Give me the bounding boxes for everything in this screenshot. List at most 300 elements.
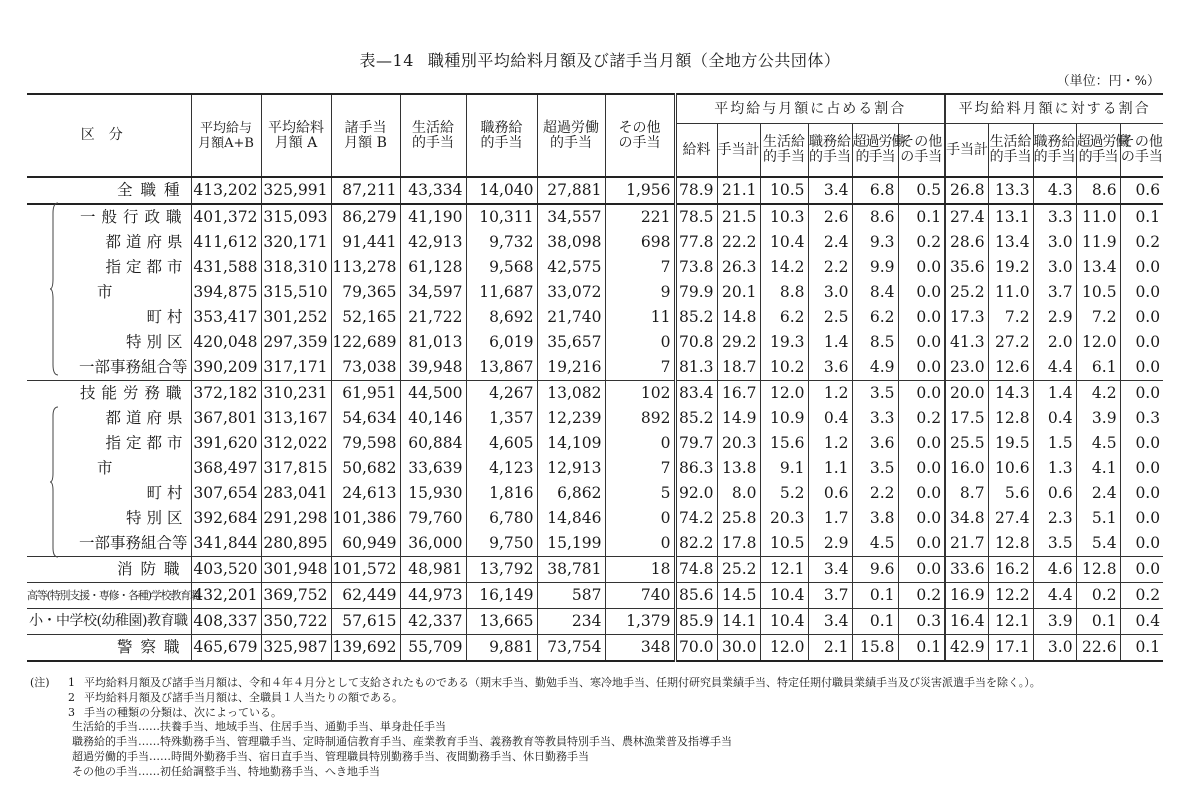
header-share-col [852,124,905,178]
share-cell: 14.9 [717,406,760,431]
ratio-cell: 17.3 [945,305,988,330]
row-label [27,635,191,662]
amount-cell: 698 [605,230,675,255]
share-cell: 1.7 [808,506,852,531]
amount-cell: 50,682 [331,456,400,481]
table-row [27,609,1163,635]
table-row [27,531,1163,557]
share-cell: 2.5 [808,305,852,330]
amount-cell: 372,182 [191,381,261,407]
share-cell: 9.9 [852,255,898,280]
ratio-cell: 34.8 [945,506,988,531]
table-title-text: 職種別平均給料月額及び諸手当月額（全地方公共団体） [427,51,841,70]
amount-cell: 113,278 [331,255,400,280]
amount-cell: 367,801 [191,406,261,431]
amount-cell: 4,123 [466,456,537,481]
share-cell: 18.7 [717,355,760,381]
row-label-text: 全職種 [116,181,188,199]
share-cell: 85.9 [675,609,717,635]
share-cell: 4.5 [852,531,898,557]
amount-cell: 1,956 [605,177,675,204]
amount-cell: 391,620 [191,431,261,456]
share-cell: 10.4 [760,583,808,609]
share-cell: 1.1 [808,456,852,481]
share-cell: 2.2 [852,481,898,506]
ratio-cell: 13.3 [988,177,1033,204]
share-cell: 10.4 [760,609,808,635]
share-cell: 3.5 [852,381,898,407]
share-cell: 10.2 [760,355,808,381]
share-cell: 17.8 [717,531,760,557]
ratio-cell: 11.0 [988,280,1033,305]
ratio-cell: 42.9 [945,635,988,662]
row-label-text: 指定都市 [105,258,188,276]
table-row [27,177,1163,204]
ratio-cell: 4.3 [1033,177,1076,204]
amount-cell: 315,510 [261,280,331,305]
amount-cell: 0 [605,531,675,557]
share-cell: 25.8 [717,506,760,531]
header-line: 的手当 [480,134,523,151]
share-cell: 0.0 [898,381,945,407]
unit-label: （単位：円・%） [1056,74,1160,89]
share-cell: 2.6 [808,204,852,230]
ratio-cell: 25.2 [945,280,988,305]
ratio-cell: 3.9 [1033,609,1076,635]
row-label-text: 一部事務組合等 [78,358,188,376]
share-cell: 85.2 [675,305,717,330]
ratio-cell: 4.6 [1033,557,1076,583]
ratio-cell: 0.6 [1120,177,1163,204]
header-line: 職務給 [480,119,523,136]
share-cell: 3.7 [808,583,852,609]
header-line: 月額A+B [198,135,254,151]
amount-cell: 301,948 [261,557,331,583]
ratio-cell: 16.2 [988,557,1033,583]
share-cell: 78.9 [675,177,717,204]
table-row [27,506,1163,531]
header-line: 的手当 [1033,149,1076,165]
row-label-text: 一般行政職 [79,208,188,226]
amount-cell: 34,597 [400,280,466,305]
share-cell: 0.0 [898,280,945,305]
ratio-cell: 0.0 [1120,305,1163,330]
ratio-cell: 12.1 [988,609,1033,635]
ratio-cell: 0.0 [1120,506,1163,531]
share-cell: 0.5 [898,177,945,204]
amount-cell: 48,981 [400,557,466,583]
amount-cell: 18 [605,557,675,583]
share-cell: 8.0 [717,481,760,506]
header-amount-col [191,94,261,177]
amount-cell: 408,337 [191,609,261,635]
row-label-text: 特別区 [125,509,188,527]
header-line: 平均給料 [268,119,324,136]
amount-cell: 320,171 [261,230,331,255]
header-line: 手当計 [946,141,989,158]
ratio-cell: 12.6 [988,355,1033,381]
ratio-cell: 4.1 [1076,456,1120,481]
share-cell: 3.4 [808,177,852,204]
note-category: 超過労働的手当……時間外勤務手当、宿日直手当、管理職員特別勤務手当、夜間勤務手当、休日勤務手当 [72,749,589,763]
amount-cell: 13,082 [537,381,605,407]
ratio-cell: 4.2 [1076,381,1120,407]
ratio-cell: 0.2 [1120,230,1163,255]
amount-cell: 4,605 [466,431,537,456]
amount-cell: 310,231 [261,381,331,407]
amount-cell: 34,557 [537,204,605,230]
ratio-cell: 0.0 [1120,355,1163,381]
ratio-cell: 4.5 [1076,431,1120,456]
amount-cell: 101,572 [331,557,400,583]
share-cell: 0.1 [852,609,898,635]
row-label-text: 都道府県 [105,233,188,251]
table-row [27,406,1163,431]
row-label [27,609,191,635]
amount-cell: 325,991 [261,177,331,204]
share-cell: 0.1 [852,583,898,609]
amount-cell: 79,598 [331,431,400,456]
amount-cell: 15,199 [537,531,605,557]
amount-cell: 39,948 [400,355,466,381]
ratio-cell: 22.6 [1076,635,1120,662]
ratio-cell: 28.6 [945,230,988,255]
share-cell: 85.6 [675,583,717,609]
ratio-cell: 0.4 [1033,406,1076,431]
amount-cell: 57,615 [331,609,400,635]
ratio-cell: 17.1 [988,635,1033,662]
share-cell: 0.2 [898,230,945,255]
share-cell: 9.6 [852,557,898,583]
row-label-text: 特別区 [125,333,188,351]
share-cell: 0.0 [898,531,945,557]
share-cell: 2.4 [808,230,852,255]
share-cell: 0.1 [898,635,945,662]
share-cell: 3.4 [808,557,852,583]
share-cell: 9.3 [852,230,898,255]
note-text: 手当の種類の分類は、次によっている。 [84,705,282,719]
header-line: 的手当 [989,149,1032,165]
ratio-cell: 3.0 [1033,635,1076,662]
amount-cell: 91,441 [331,230,400,255]
amount-cell: 12,913 [537,456,605,481]
ratio-cell: 2.3 [1033,506,1076,531]
header-line: 職務給 [1033,134,1076,150]
share-cell: 0.0 [898,481,945,506]
amount-cell: 325,987 [261,635,331,662]
row-label [27,557,191,583]
ratio-cell: 17.5 [945,406,988,431]
share-cell: 10.5 [760,531,808,557]
share-cell: 6.2 [760,305,808,330]
table-row [27,280,1163,305]
ratio-cell: 11.9 [1076,230,1120,255]
ratio-cell: 0.1 [1120,635,1163,662]
header-share-col [675,124,717,178]
ratio-cell: 6.1 [1076,355,1120,381]
amount-cell: 9,750 [466,531,537,557]
ratio-cell: 3.9 [1076,406,1120,431]
amount-cell: 41,190 [400,204,466,230]
share-cell: 26.3 [717,255,760,280]
header-line: 生活給 [412,119,454,136]
share-cell: 79.7 [675,431,717,456]
amount-cell: 1,816 [466,481,537,506]
amount-cell: 317,815 [261,456,331,481]
amount-cell: 7 [605,255,675,280]
amount-cell: 38,098 [537,230,605,255]
header-ratio-col [945,124,988,178]
share-cell: 74.8 [675,557,717,583]
header-ratio-col [988,124,1033,178]
header-line: 職務給 [809,134,851,150]
share-cell: 3.6 [852,431,898,456]
amount-cell: 587 [537,583,605,609]
row-label [27,583,200,609]
share-cell: 3.8 [852,506,898,531]
ratio-cell: 16.9 [945,583,988,609]
amount-cell: 13,792 [466,557,537,583]
share-cell: 0.0 [898,305,945,330]
amount-cell: 312,022 [261,431,331,456]
amount-cell: 8,692 [466,305,537,330]
table-number: 表—14 [359,51,414,70]
amount-cell: 7 [605,456,675,481]
table-row [27,431,1163,456]
amount-cell: 6,019 [466,330,537,355]
amount-cell: 297,359 [261,330,331,355]
amount-cell: 13,867 [466,355,537,381]
share-cell: 22.2 [717,230,760,255]
table-row [27,305,1163,330]
table-row [27,557,1163,583]
amount-cell: 411,612 [191,230,261,255]
amount-cell: 301,252 [261,305,331,330]
ratio-cell: 0.0 [1120,255,1163,280]
amount-cell: 12,239 [537,406,605,431]
header-line: の手当 [900,149,943,165]
row-label [27,177,191,204]
ratio-cell: 8.7 [945,481,988,506]
amount-cell: 35,657 [537,330,605,355]
note-number: 1 [68,676,75,689]
amount-cell: 9 [605,280,675,305]
ratio-cell: 0.2 [1120,583,1163,609]
amount-cell: 42,913 [400,230,466,255]
table-row [27,583,1163,609]
header-line: の手当 [1120,149,1163,165]
amount-cell: 73,038 [331,355,400,381]
amount-cell: 9,732 [466,230,537,255]
row-label-text: 指定都市 [105,434,188,452]
ratio-cell: 0.0 [1120,381,1163,407]
table-row [27,204,1163,230]
row-label-text: 技能労務職 [79,384,188,402]
share-cell: 15.8 [852,635,898,662]
amount-cell: 42,575 [537,255,605,280]
ratio-cell: 16.4 [945,609,988,635]
share-cell: 1.2 [808,431,852,456]
amount-cell: 61,128 [400,255,466,280]
header-line: その他 [1120,134,1163,150]
row-label-text: 都道府県 [105,409,188,427]
share-cell: 0.4 [808,406,852,431]
amount-cell: 465,679 [191,635,261,662]
share-cell: 81.3 [675,355,717,381]
ratio-cell: 12.8 [988,406,1033,431]
header-line: 平均給与 [199,120,252,136]
amount-cell: 61,951 [331,381,400,407]
amount-cell: 14,846 [537,506,605,531]
share-cell: 0.2 [898,406,945,431]
ratio-cell: 0.0 [1120,481,1163,506]
amount-cell: 280,895 [261,531,331,557]
header-line: 生活給 [763,134,805,150]
table-title [0,48,1200,71]
amount-cell: 317,171 [261,355,331,381]
ratio-cell: 13.4 [988,230,1033,255]
amount-cell: 313,167 [261,406,331,431]
header-line: 手当計 [717,141,760,158]
header-line: 給料 [682,141,711,158]
amount-cell: 19,216 [537,355,605,381]
ratio-cell: 26.8 [945,177,988,204]
header-amount-col [261,94,331,177]
header-group-ratio-to-base: 平均給料月額に対する割合 [945,94,1163,124]
row-label [27,381,191,407]
share-cell: 0.0 [898,330,945,355]
share-cell: 5.2 [760,481,808,506]
ratio-cell: 23.0 [945,355,988,381]
ratio-cell: 12.2 [988,583,1033,609]
share-cell: 77.8 [675,230,717,255]
share-cell: 14.1 [717,609,760,635]
amount-cell: 353,417 [191,305,261,330]
ratio-cell: 12.8 [988,531,1033,557]
ratio-cell: 27.2 [988,330,1033,355]
header-share-col [808,124,852,178]
amount-cell: 60,884 [400,431,466,456]
share-cell: 3.0 [808,280,852,305]
ratio-cell: 13.1 [988,204,1033,230]
header-line: 的手当 [1078,149,1118,165]
ratio-cell: 11.0 [1076,204,1120,230]
amount-cell: 86,279 [331,204,400,230]
note-item [30,706,1041,721]
amount-cell: 60,949 [331,531,400,557]
share-cell: 14.8 [717,305,760,330]
share-cell: 8.6 [852,204,898,230]
amount-cell: 11 [605,305,675,330]
ratio-cell: 27.4 [988,506,1033,531]
note-text: 平均給料月額及び諸手当月額は、全職員１人当たりの額である。 [84,690,403,704]
share-cell: 16.7 [717,381,760,407]
share-cell: 3.4 [808,609,852,635]
ratio-cell: 0.0 [1120,431,1163,456]
amount-cell: 341,844 [191,531,261,557]
row-label-text: 町村 [146,484,188,502]
table-row [27,635,1163,662]
header-share-col [760,124,808,178]
share-cell: 2.9 [808,531,852,557]
share-cell: 3.6 [808,355,852,381]
group-bracket-technical-labor [50,407,60,557]
group-bracket-general-admin [50,203,60,375]
header-line: 月額 A [274,134,318,151]
ratio-cell: 10.5 [1076,280,1120,305]
table-row [27,355,1163,381]
note-category: 職務給的手当……特殊勤務手当、管理職手当、定時制通信教育手当、産業教育手当、義務教育等教員特別手当、農林漁業普及指導手当 [72,735,732,749]
ratio-cell: 19.5 [988,431,1033,456]
salary-table [27,93,1163,662]
ratio-cell: 7.2 [1076,305,1120,330]
amount-cell: 81,013 [400,330,466,355]
row-label-text: 市 [96,283,118,301]
amount-cell: 21,722 [400,305,466,330]
ratio-cell: 41.3 [945,330,988,355]
amount-cell: 7 [605,355,675,381]
share-cell: 6.2 [852,305,898,330]
table-row [27,381,1163,407]
amount-cell: 740 [605,583,675,609]
share-cell: 10.5 [760,177,808,204]
amount-cell: 394,875 [191,280,261,305]
ratio-cell: 16.0 [945,456,988,481]
ratio-cell: 12.8 [1076,557,1120,583]
amount-cell: 0 [605,330,675,355]
amount-cell: 40,146 [400,406,466,431]
amount-cell: 33,639 [400,456,466,481]
share-cell: 73.8 [675,255,717,280]
row-label-text: 一部事務組合等 [78,534,188,552]
share-cell: 12.0 [760,381,808,407]
share-cell: 2.1 [808,635,852,662]
share-cell: 19.3 [760,330,808,355]
ratio-cell: 5.6 [988,481,1033,506]
note-text: 平均給料月額及び諸手当月額は、令和４年４月分として支給されたものである（期末手当、勤勉手当、寒冷地手当、任期付研究員業績手当、特定任期付職員業績手当及び災害派遣手当を除く。）。 [84,676,1041,689]
amount-cell: 33,072 [537,280,605,305]
share-cell: 12.1 [760,557,808,583]
ratio-cell: 0.0 [1120,456,1163,481]
amount-cell: 73,754 [537,635,605,662]
amount-cell: 318,310 [261,255,331,280]
share-cell: 2.2 [808,255,852,280]
share-cell: 8.4 [852,280,898,305]
amount-cell: 234 [537,609,605,635]
ratio-cell: 0.4 [1120,609,1163,635]
share-cell: 0.0 [898,431,945,456]
share-cell: 20.3 [760,506,808,531]
share-cell: 83.4 [675,381,717,407]
header-line: 的手当 [809,149,851,165]
share-cell: 1.4 [808,330,852,355]
share-cell: 0.1 [898,204,945,230]
amount-cell: 307,654 [191,481,261,506]
note-item [30,676,1041,691]
amount-cell: 79,365 [331,280,400,305]
note-prefix: (注) [30,676,50,689]
ratio-cell: 0.1 [1076,609,1120,635]
amount-cell: 14,109 [537,431,605,456]
amount-cell: 43,334 [400,177,466,204]
row-label-text: 警察職 [116,638,188,656]
ratio-cell: 20.0 [945,381,988,407]
note-item [30,691,1041,706]
header-category: 区分 [27,94,191,177]
amount-cell: 6,780 [466,506,537,531]
share-cell: 4.9 [852,355,898,381]
amount-cell: 10,311 [466,204,537,230]
